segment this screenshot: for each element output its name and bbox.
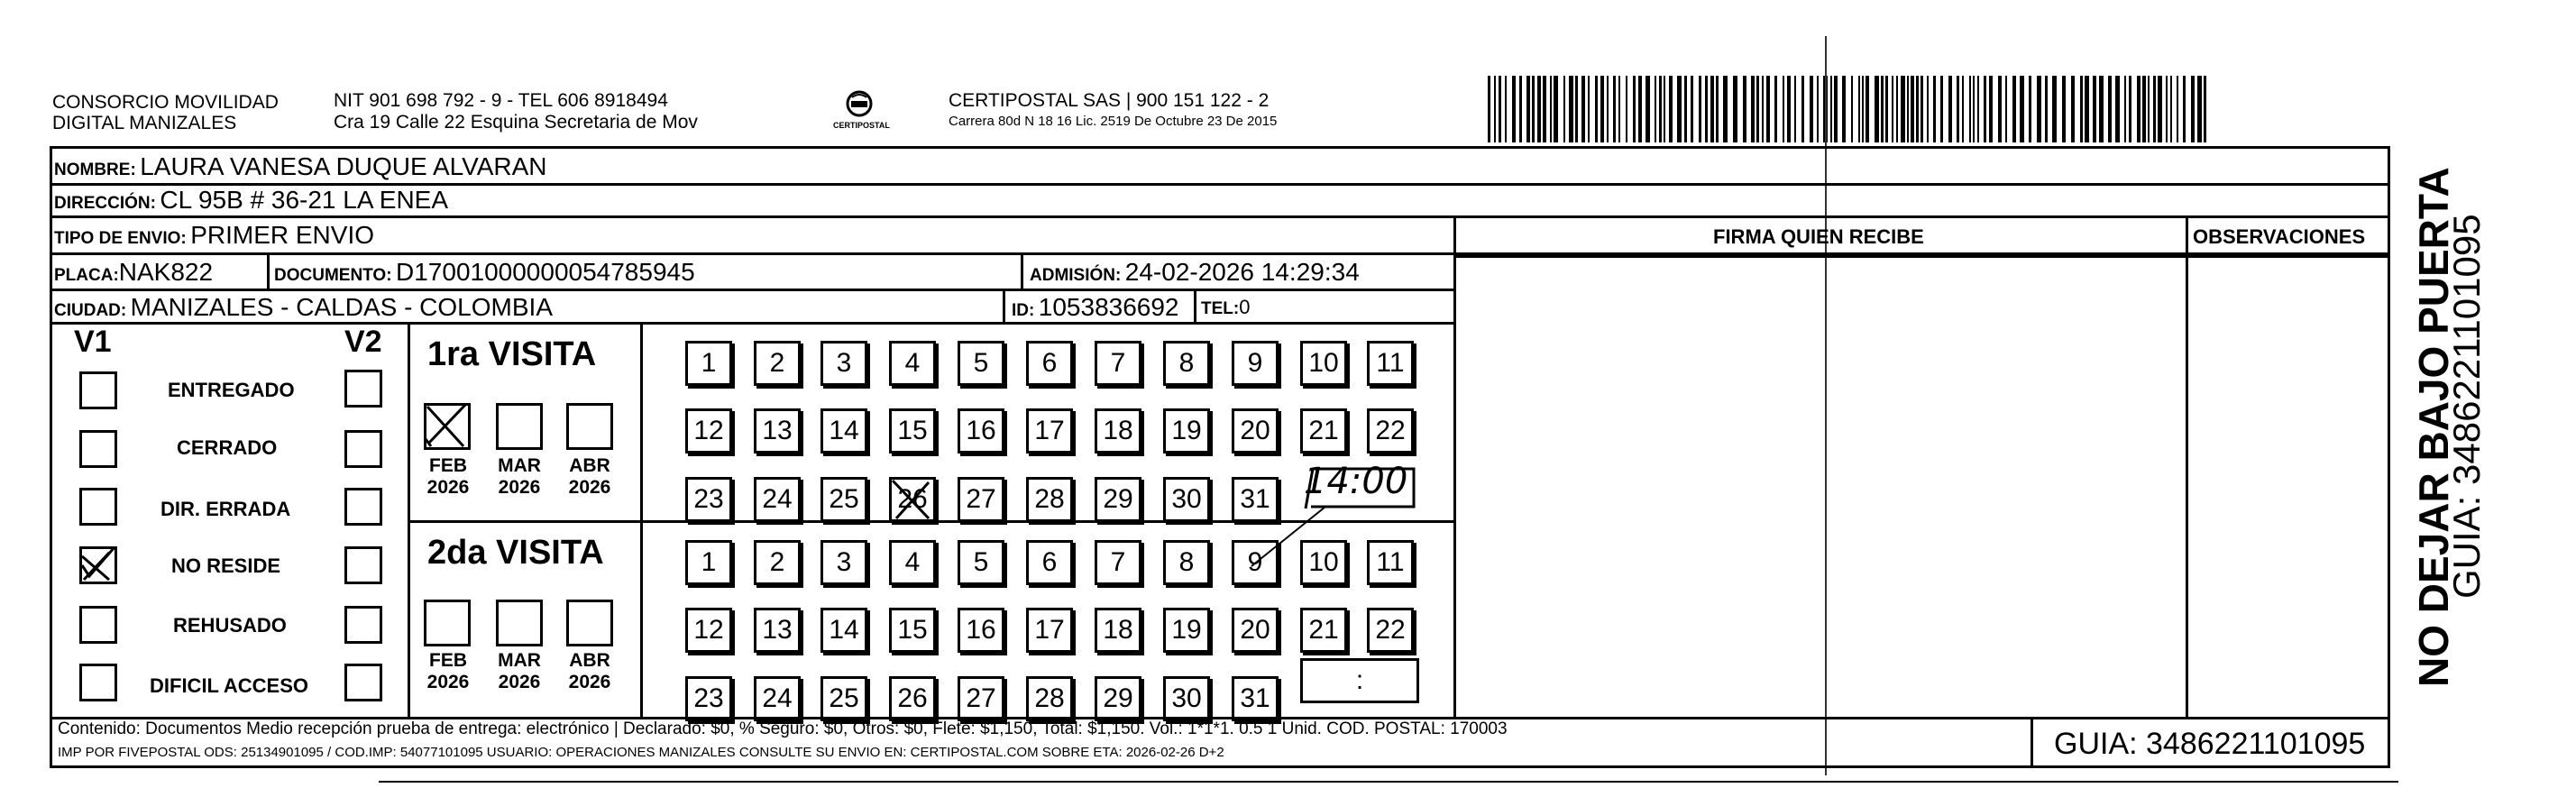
visit-1-day-1[interactable]: 1: [685, 341, 732, 386]
side-warning: NO DEJAR BAJO PUERTA: [2410, 167, 2457, 687]
visit-1-day-10[interactable]: 10: [1300, 341, 1347, 386]
v2-checkbox-cerrado[interactable]: [344, 430, 382, 468]
cross-mark-icon: [424, 403, 471, 450]
visit-2-day-9[interactable]: 9: [1232, 540, 1279, 585]
tipo-envio-label: TIPO DE ENVIO:: [54, 229, 187, 248]
visit-2-day-18[interactable]: 18: [1095, 608, 1141, 653]
visit-2-day-30[interactable]: 30: [1163, 676, 1210, 721]
tel-row: [1201, 292, 1250, 325]
visit-1-month-abr-label: ABR 2026: [568, 455, 611, 498]
observaciones-label: OBSERVACIONES: [2193, 225, 2366, 248]
visit-1-day-16[interactable]: 16: [958, 408, 1004, 454]
visit-1-month-abr-checkbox[interactable]: [566, 403, 613, 450]
v1-checkbox-no-reside[interactable]: [79, 546, 117, 584]
shipping-form: [50, 146, 2390, 768]
visit-1-time-value: 14:00: [1304, 461, 1408, 502]
courier-address: Carrera 80d N 18 16 Lic. 2519 De Octubre 23 De 2015: [949, 114, 1278, 129]
visit-1-day-17[interactable]: 17: [1026, 408, 1073, 454]
status-label-no-reside: NO RESIDE: [171, 554, 281, 577]
ciudad-label: CIUDAD:: [54, 301, 127, 320]
tel-label: TEL:: [1201, 299, 1240, 318]
courier-name: CERTIPOSTAL SAS | 900 151 122 - 2: [949, 90, 1270, 111]
id-row: [1012, 292, 1179, 327]
status-label-entregado: ENTREGADO: [168, 379, 295, 401]
visit-1-month-feb-checkbox[interactable]: [424, 403, 471, 450]
status-label-dir-errada: DIR. ERRADA: [160, 498, 291, 520]
visit-2-month-abr-checkbox[interactable]: [566, 600, 613, 646]
v2-checkbox-rehusado[interactable]: [344, 606, 382, 644]
sender-address: Cra 19 Calle 22 Esquina Secretaria de Mov: [334, 112, 698, 133]
v2-checkbox-dificil-acceso[interactable]: [344, 664, 382, 701]
footer-guia-box: GUIA: 3486221101095: [2054, 727, 2366, 761]
visit-2-day-3[interactable]: 3: [820, 540, 867, 585]
visit-1-day-6[interactable]: 6: [1026, 341, 1073, 386]
placa-label: PLACA:: [54, 266, 119, 285]
status-label-cerrado: CERRADO: [177, 436, 278, 459]
nombre-label: NOMBRE:: [54, 160, 136, 179]
visit-1-day-14[interactable]: 14: [820, 408, 867, 454]
visit-2-day-4[interactable]: 4: [889, 540, 936, 585]
visit-2-day-21[interactable]: 21: [1300, 608, 1347, 653]
direccion-label: DIRECCIÓN:: [54, 194, 156, 213]
logo-text: CERTIPOSTAL: [833, 121, 890, 130]
visit-2-day-17[interactable]: 17: [1026, 608, 1073, 653]
visit-2-time-value: :: [1355, 665, 1364, 695]
visit-2-day-19[interactable]: 19: [1163, 608, 1210, 653]
visit-2-day-12[interactable]: 12: [685, 608, 732, 653]
visit-1-time-box[interactable]: [1298, 461, 1417, 510]
v1-checkbox-dir-errada[interactable]: [79, 488, 117, 526]
visit-2-title: 2da VISITA: [427, 534, 604, 572]
id-value: 1053836692: [1038, 293, 1179, 321]
visit-1-day-18[interactable]: 18: [1095, 408, 1141, 454]
visit-1-day-31[interactable]: 31: [1232, 477, 1279, 522]
side-guia: GUIA: 3486221101095: [2445, 214, 2488, 599]
visit-1-day-19[interactable]: 19: [1163, 408, 1210, 454]
documento-label: DOCUMENTO:: [274, 266, 392, 285]
visit-2-day-22[interactable]: 22: [1367, 608, 1414, 653]
visit-2-time-box[interactable]: [1300, 658, 1419, 703]
footer-print-line: IMP POR FIVEPOSTAL ODS: 25134901095 / COD.IMP: 54077101095 USUARIO: OPERACIONES MANIZALES CONSULTE SU ENVIO EN: CERTIPOSTAL.COM SOBRE ETA: 2026-02-26 D+2: [58, 745, 1224, 760]
documento-row: [274, 257, 695, 292]
visit-2-day-27[interactable]: 27: [958, 676, 1004, 721]
ciudad-row: [54, 292, 553, 327]
status-label-dificil-acceso: DIFICIL ACCESO: [150, 674, 309, 697]
visit-2-day-20[interactable]: 20: [1232, 608, 1279, 653]
placa-value: NAK822: [118, 258, 214, 286]
visit-2-month-mar-checkbox[interactable]: [496, 600, 543, 646]
firma-label: FIRMA QUIEN RECIBE: [1713, 225, 1924, 248]
visit-1-day-28[interactable]: 28: [1026, 477, 1073, 522]
visit-2-day-13[interactable]: 13: [754, 608, 801, 653]
certipostal-logo-icon: [833, 87, 885, 139]
visit-2-day-29[interactable]: 29: [1095, 676, 1141, 721]
visit-1-day-9[interactable]: 9: [1232, 341, 1279, 386]
v1-checkbox-dificil-acceso[interactable]: [79, 664, 117, 701]
visit-2-month-feb-checkbox[interactable]: [424, 600, 471, 646]
direccion-row: [54, 185, 448, 220]
visit-2-day-23[interactable]: 23: [685, 676, 732, 721]
admision-label: ADMISIÓN:: [1030, 266, 1122, 285]
visit-1-day-26[interactable]: 26: [889, 477, 936, 522]
visit-1-day-21[interactable]: 21: [1300, 408, 1347, 454]
footer-content-line: Contenido: Documentos Medio recepción prueba de entrega: electrónico | Declarado: $0, % Seguro: $0, Otros: $0, Flete: $1,150, Total: $1,150. Vol.: 1*1*1. 0.5 1 Unid. COD. POSTAL: 170003: [58, 719, 1508, 738]
visit-1-day-20[interactable]: 20: [1232, 408, 1279, 454]
visit-2-month-abr-label: ABR 2026: [568, 650, 611, 692]
placa-row: [54, 257, 213, 292]
v1-checkbox-cerrado[interactable]: [79, 430, 117, 468]
tel-value: 0: [1239, 296, 1251, 318]
visit-1-day-13[interactable]: 13: [754, 408, 801, 454]
visit-1-day-29[interactable]: 29: [1095, 477, 1141, 522]
barcode: [1488, 76, 2213, 142]
v2-checkbox-no-reside[interactable]: [344, 546, 382, 584]
sender-name-line1: CONSORCIO MOVILIDAD: [52, 92, 279, 113]
v2-label: V2: [344, 325, 382, 359]
v1-label: V1: [74, 325, 112, 359]
visit-1-day-7[interactable]: 7: [1095, 341, 1141, 386]
nombre-value: LAURA VANESA DUQUE ALVARAN: [140, 152, 547, 180]
visit-2-day-2[interactable]: 2: [754, 540, 801, 585]
time-sketch-icon: [1298, 465, 1417, 510]
visit-1-day-5[interactable]: 5: [958, 341, 1004, 386]
visit-2-day-25[interactable]: 25: [820, 676, 867, 721]
day-cross-icon: [889, 477, 936, 522]
visit-2-day-10[interactable]: 10: [1300, 540, 1347, 585]
visit-1-day-30[interactable]: 30: [1163, 477, 1210, 522]
admision-row: [1030, 257, 1360, 292]
v1-checkbox-rehusado[interactable]: [79, 606, 117, 644]
tipo-envio-value: PRIMER ENVIO: [190, 221, 375, 249]
visit-1-month-feb-label: FEB 2026: [426, 455, 470, 498]
visit-1-month-mar-label: MAR 2026: [498, 455, 541, 498]
admision-value: 24-02-2026 14:29:34: [1124, 258, 1360, 286]
tipo-envio-row: [54, 220, 374, 255]
visit-2-day-16[interactable]: 16: [958, 608, 1004, 653]
visit-2-day-6[interactable]: 6: [1026, 540, 1073, 585]
courier-logo: [833, 87, 890, 139]
visit-1-day-22[interactable]: 22: [1367, 408, 1414, 454]
id-label: ID:: [1012, 301, 1035, 320]
visit-2-month-feb-label: FEB 2026: [426, 650, 470, 692]
visit-2-day-28[interactable]: 28: [1026, 676, 1073, 721]
visit-1-title: 1ra VISITA: [427, 335, 597, 373]
visit-1-day-24[interactable]: 24: [754, 477, 801, 522]
visit-1-day-25[interactable]: 25: [820, 477, 867, 522]
visit-1-day-8[interactable]: 8: [1163, 341, 1210, 386]
visit-2-day-24[interactable]: 24: [754, 676, 801, 721]
visit-1-day-15[interactable]: 15: [889, 408, 936, 454]
visit-1-day-11[interactable]: 11: [1367, 341, 1414, 386]
visit-1-day-4[interactable]: 4: [889, 341, 936, 386]
direccion-value: CL 95B # 36-21 LA ENEA: [160, 186, 449, 214]
visit-2-day-5[interactable]: 5: [958, 540, 1004, 585]
sender-nit: NIT 901 698 792 - 9 - TEL 606 8918494: [334, 90, 668, 111]
visit-1-month-mar-checkbox[interactable]: [496, 403, 543, 450]
visit-2-day-15[interactable]: 15: [889, 608, 936, 653]
visit-1-day-3[interactable]: 3: [820, 341, 867, 386]
nombre-row: [54, 151, 547, 187]
scan-edge-line: [379, 781, 2398, 783]
visit-1-day-2[interactable]: 2: [754, 341, 801, 386]
check-mark-icon: [77, 544, 115, 582]
ciudad-value: MANIZALES - CALDAS - COLOMBIA: [130, 293, 553, 321]
visit-2-day-11[interactable]: 11: [1367, 540, 1414, 585]
visit-2-month-mar-label: MAR 2026: [498, 650, 541, 692]
v1-checkbox-entregado[interactable]: [79, 371, 117, 409]
visit-2-day-26[interactable]: 26: [889, 676, 936, 721]
status-label-rehusado: REHUSADO: [173, 614, 287, 637]
visit-2-day-31[interactable]: 31: [1232, 676, 1279, 721]
v2-checkbox-entregado[interactable]: [344, 370, 382, 408]
visit-1-day-12[interactable]: 12: [685, 408, 732, 454]
visit-2-day-14[interactable]: 14: [820, 608, 867, 653]
visit-2-day-8[interactable]: 8: [1163, 540, 1210, 585]
visit-1-day-23[interactable]: 23: [685, 477, 732, 522]
sender-name-line2: DIGITAL MANIZALES: [52, 113, 237, 133]
visit-2-day-1[interactable]: 1: [685, 540, 732, 585]
v2-checkbox-dir-errada[interactable]: [344, 488, 382, 526]
documento-value: D17001000000054785945: [396, 258, 695, 286]
visit-2-day-7[interactable]: 7: [1095, 540, 1141, 585]
visit-1-day-27[interactable]: 27: [958, 477, 1004, 522]
